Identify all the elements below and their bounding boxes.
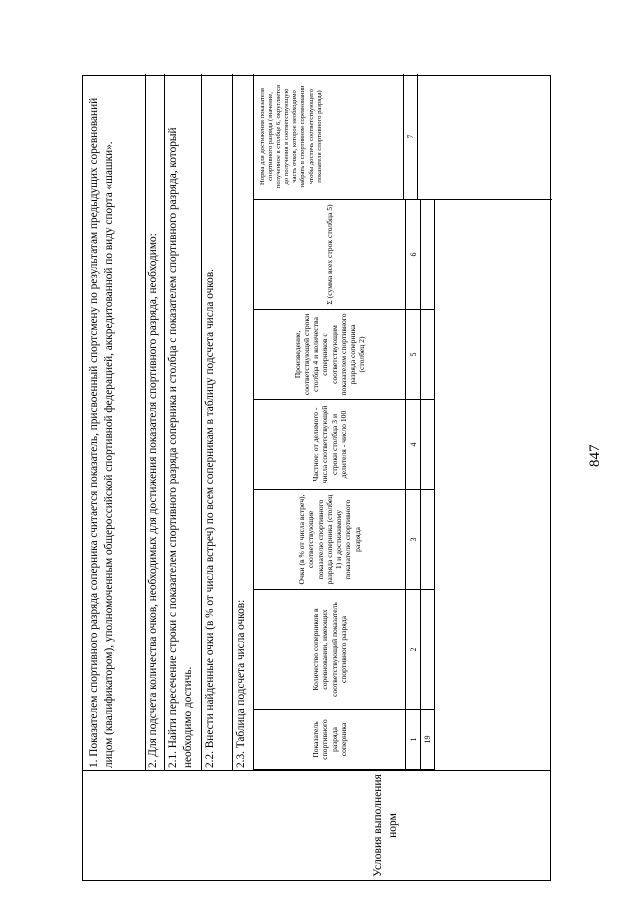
header-norm: Норма для достижения показателя спортивного разряда (значение, полученное в столбце 6, округляется до получения в соответствующую часть очков, которое необходимо набрать в спортивном соревновании чтобы достичь соответствующего показателя спортивного разряда) (253, 74, 404, 199)
norm-strip (253, 74, 552, 200)
column-number: 1 (406, 710, 421, 770)
table-cell (421, 490, 435, 590)
header-quotient: Частное: от делимого - числа соответствующей строки столбца 3 и делителя - число 100 (254, 400, 406, 490)
paragraph-1: 1. Показателем спортивного разряда соперника считается показатель, присвоенный спортсмену по результатам предыдущих соревнований лицом (квалификатором), уполномоченным общероссийской спортивной федерацией, аккредитованной по виду спорта «шашки». (88, 97, 116, 768)
header-points-percent: Очки (в % от числа встреч), соответствующие показателю спортивного разряда соперника (столбец 1) и достижимому показателю спортивного разряда (254, 490, 406, 590)
divider (201, 74, 202, 770)
table-row (421, 200, 435, 770)
points-calculation-table (253, 199, 435, 770)
column-number: 3 (406, 490, 421, 590)
conditions-label-line-1: Условия выполнения (372, 774, 384, 877)
divider (164, 74, 165, 770)
paragraph-2-1: 2.1. Найти пересечение строки с показателем спортивного разряда соперника и столбца с показателем спортивного разряда, который необходимо достичь. (167, 127, 195, 768)
header-opponent-rank: Показатель спортивного разряда соперника (254, 710, 406, 770)
page-number: 847 (587, 444, 603, 467)
column-number: 4 (406, 400, 421, 490)
table-cell (421, 590, 435, 710)
conditions-column (83, 770, 550, 880)
column-number: 2 (406, 590, 421, 710)
table-cell (421, 310, 435, 400)
paragraph-2: 2. Для подсчета количества очков, необходимых для достижения показателя спортивного разряда, необходимо: (147, 233, 159, 768)
column-number: 6 (406, 200, 421, 310)
paragraph-2-2: 2.2. Внести найденные очки (в % от числа встреч) по всем соперникам в таблицу подсчета числа очков. (204, 269, 216, 768)
column-number: 7 (404, 74, 418, 199)
conditions-label (371, 771, 401, 880)
paragraph-2-3: 2.3. Таблица подсчета числа очков: (235, 599, 247, 768)
header-sum: Σ (сумма всех строк столбца 5) (254, 200, 406, 310)
norms-frame (82, 75, 551, 881)
instructions (83, 74, 253, 770)
table-header-row (254, 200, 406, 770)
opponent-rank-cell: 19 (421, 710, 435, 770)
column-number: 5 (406, 310, 421, 400)
divider (232, 74, 233, 770)
sum-cell (421, 200, 435, 310)
conditions-label-line-2: норм (387, 813, 399, 838)
column-number-row (406, 200, 421, 770)
table-cell (421, 400, 435, 490)
header-product: Произведение, соответствующей строки столбца 4 и количества соперников с соответствующим показателем спортивного разряда соперника (столбец 2) (254, 310, 406, 400)
header-opponent-count: Количество соперников в соревновании, имеющих соответствующий показатель спортивного разряда (254, 590, 406, 710)
conditions-content (83, 76, 550, 770)
